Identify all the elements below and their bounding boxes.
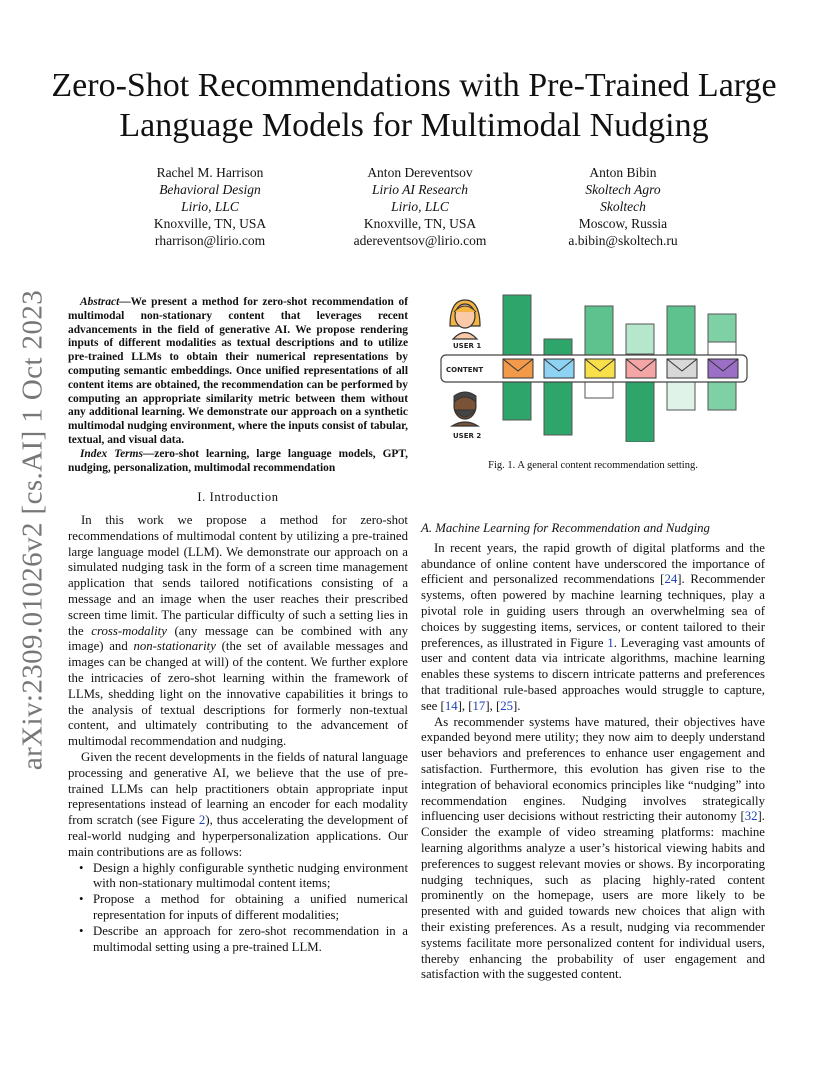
envelope-blue-icon <box>544 359 574 378</box>
intro-paragraph-2 <box>68 750 408 861</box>
recommendation-diagram <box>440 292 758 442</box>
arxiv-identifier: arXiv:2309.01026v2 [cs.AI] 1 Oct 2023 <box>16 289 49 771</box>
author-3 <box>513 164 733 249</box>
text-run: ), thus accelerating the development of real-world nudging and hyperpersonalization applications. Our main contributions are as follows: <box>68 813 409 859</box>
section-a-paragraph-2 <box>421 715 765 984</box>
envelope-orange-icon <box>503 359 533 378</box>
section-a-paragraph-1 <box>421 541 765 715</box>
index-terms-label: Index Terms <box>80 447 143 460</box>
author-org: Lirio, LLC <box>391 199 449 214</box>
intro-paragraph-1 <box>68 513 408 750</box>
author-2 <box>310 164 530 249</box>
title-line-1: Zero-Shot Recommendations with Pre-Trained Large <box>51 67 777 104</box>
bar-col5-bottom <box>667 380 695 410</box>
contributions-list <box>68 861 408 956</box>
text-run: Given the recent developments in the fields of natural language processing and generative AI, we believe that the use of pre-trained LLMs can help practitioners obtain appropriate input representations instead of learning an encoder for each modality from scratch (see Figure <box>68 749 408 828</box>
text-run: (the set of available messages and images can be changed at will) of the content. We further explore the intricacies of zero-shot learning within the framework of LLMs, shedding light on the innovative capabilities it brings to the analysis of textual descriptions for formerly non-textual content, and ultimately contributing to the advancement of multimodal recommendation and nudging. <box>68 639 408 749</box>
text-run: In recent years, the rapid growth of digital platforms and the abundance of online content have underscored the importance of efficient and personalized recommendations [ <box>421 540 765 587</box>
citation-link[interactable]: 32 <box>744 809 758 824</box>
envelope-gray-icon <box>667 359 697 378</box>
user-1-label: USER 1 <box>453 342 482 350</box>
text-run: . Leveraging vast amounts of user and content data via intricate algorithms, machine learning enables these systems to discern intricate patterns and preferences that traditional rule-based approaches would struggle to capture, see [ <box>421 635 766 713</box>
arxiv-sidebar <box>8 289 58 771</box>
abstract-text: —We present a method for zero-shot recommendation of multimodal non-stationary content that leverages recent advancements in the field of generative AI. We propose rendering inputs of different modalities as textual descriptions and to utilize pre-trained LLMs to obtain their numerical representations by computing semantic embeddings. Once unified representations of all content items are obtained, the recommendation can be performed by computing an appropriate similarity metric between them without any additional learning. We demonstrate our approach on a synthetic multimodal nudging environment, where the inputs consist of tabular, textual, and visual data. <box>68 296 408 446</box>
author-dept: Behavioral Design <box>159 182 261 197</box>
author-location: Moscow, Russia <box>578 216 668 231</box>
author-location: Knoxville, TN, USA <box>153 216 267 231</box>
author-org: Lirio, LLC <box>181 199 239 214</box>
paper-title <box>40 66 788 146</box>
text-run: (any message can be combined with any image) and <box>68 623 408 654</box>
bar-col4-top <box>626 324 654 354</box>
emphasis: cross-modality <box>91 623 167 638</box>
envelope-pink-icon <box>626 359 656 378</box>
title-line-2: Language Models for Multimodal Nudging <box>119 107 709 144</box>
content-label: CONTENT <box>446 366 484 374</box>
text-run: ], [ <box>485 698 501 713</box>
author-1 <box>100 164 320 249</box>
author-dept: Lirio AI Research <box>372 182 468 197</box>
author-email: a.bibin@skoltech.ru <box>568 233 678 248</box>
bar-col2-bottom <box>544 339 572 435</box>
abstract-paragraph <box>68 296 408 448</box>
citation-link[interactable]: 14 <box>444 698 458 713</box>
user-2-label: USER 2 <box>453 432 482 440</box>
figure-reference-link[interactable]: 1 <box>607 635 614 650</box>
user-2-avatar-icon <box>452 392 478 426</box>
user-1-avatar-icon <box>450 300 480 339</box>
envelope-yellow-icon <box>585 359 615 378</box>
list-item: • Propose a method for obtaining a unified numerical representation for inputs of different modalities; <box>93 892 408 924</box>
index-terms <box>68 448 408 476</box>
citation-link[interactable]: 25 <box>500 698 514 713</box>
text-run: ]. <box>513 698 521 713</box>
abstract-label: Abstract <box>80 296 120 308</box>
figure-reference-link[interactable]: 2 <box>198 813 206 828</box>
bar-col6-top <box>708 342 736 356</box>
figure-1-caption: Fig. 1. A general content recommendation setting. <box>488 460 698 471</box>
author-email: adereventsov@lirio.com <box>353 233 487 248</box>
abstract <box>68 296 408 475</box>
envelope-purple-icon <box>708 359 738 378</box>
section-heading-introduction: I. Introduction <box>197 490 279 504</box>
text-run: ], [ <box>457 698 473 713</box>
citation-link[interactable]: 17 <box>472 698 486 713</box>
text-run: In this work we propose a method for zero-shot recommendations of multimodal content by utilizing a pre-trained large language model (LLM). We demonstrate our approach on a simulated nudging task in the form of a screen time management application that sends tailored notifications consisting of a message and an image when the user reaches their prescribed screen time limit. The particular difficulty of such a setting lies in the <box>68 513 408 638</box>
author-name: Anton Dereventsov <box>367 165 473 180</box>
emphasis: non-stationarity <box>133 639 216 654</box>
author-org: Skoltech <box>600 199 646 214</box>
text-run: As recommender systems have matured, their objectives have expanded beyond mere utility; they now aim to deeply understand user behaviors and preferences to enhance user engagement and satisfaction. Furthermore, this evolution has given rise to the integration of behavioral economics principles like “nudging” into recommendation engines. Nudging involves strategically influencing user decisions without restricting their autonomy [ <box>421 714 765 824</box>
list-item: • Design a highly configurable synthetic nudging environment with non-stationary multimodal content items; <box>93 861 408 893</box>
section-a-body <box>421 521 765 983</box>
list-item: • Describe an approach for zero-shot recommendation in a multimodal setting using a pre-trained LLM. <box>93 924 408 956</box>
author-email: rharrison@lirio.com <box>154 233 266 248</box>
introduction-body <box>68 513 408 955</box>
subsection-heading: A. Machine Learning for Recommendation and Nudging <box>421 521 710 535</box>
author-location: Knoxville, TN, USA <box>363 216 477 231</box>
text-run: ]. Consider the example of video streaming platforms: machine learning algorithms analyze a user’s historical viewing habits and preferences to suggest relevant movies or shows. By incorporating nudging techniques, such as placing highly-rated content prominently on the homepage, users are more likely to be presented with and guided towards new choices that align with their existing preferences. As a result, nudging via recommender systems facilitate more personalized content for individual users, thereby enhancing the probability of user engagement and satisfaction with the suggested content. <box>421 809 765 982</box>
index-terms-text: —zero-shot learning, large language models, GPT, nudging, personalization, multimodal recommendation <box>68 447 408 474</box>
author-name: Anton Bibin <box>589 165 657 180</box>
citation-link[interactable]: 24 <box>664 572 678 587</box>
author-dept: Skoltech Agro <box>585 182 661 197</box>
text-run: ]. Recommender systems, often powered by machine learning techniques, play a pivotal role in guiding users through an overwhelming sea of choices by suggesting items, services, or content tailored to their preferences, as illustrated in Figure <box>421 572 765 650</box>
author-name: Rachel M. Harrison <box>156 165 264 180</box>
bar-col3-bottom <box>585 380 613 398</box>
figure-1 <box>440 292 758 442</box>
